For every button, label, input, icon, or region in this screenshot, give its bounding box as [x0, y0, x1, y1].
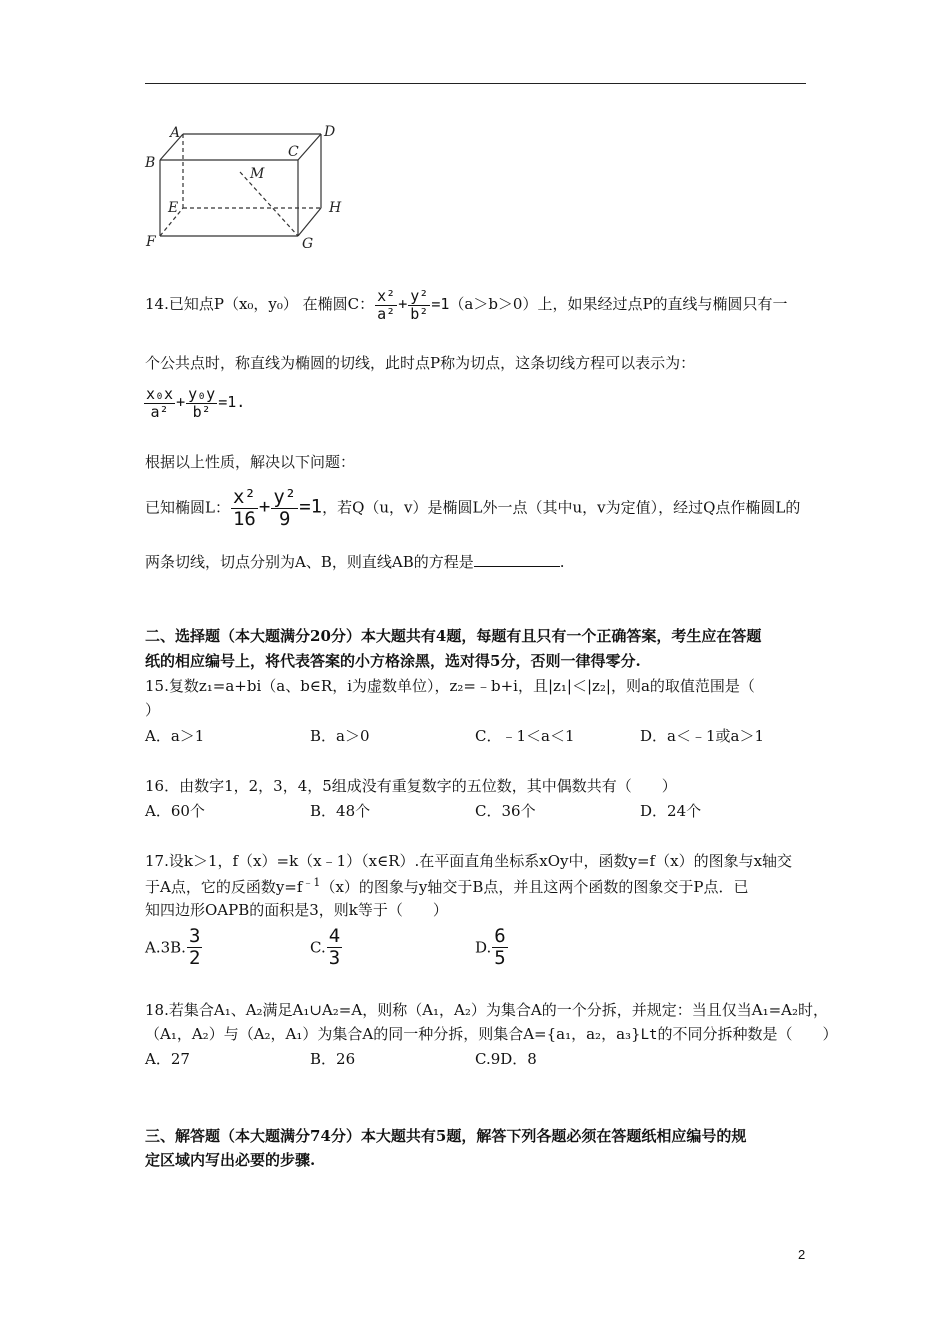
header-rule [145, 83, 806, 84]
q18-option-cd[interactable]: C.9D．8 [475, 1050, 537, 1068]
q17-option-c[interactable]: C. $\frac{4}{3}$ [310, 925, 341, 969]
q15-option-d[interactable]: D．a＜﹣1或a＞1 [640, 727, 764, 745]
q17-option-ab[interactable]: A.3B. $\frac{3}{2}$ [145, 925, 201, 969]
ellipseL-y-frac: $\frac{\text{y²}}{9}$ [273, 486, 297, 530]
answer-blank[interactable] [474, 552, 560, 567]
q16-option-b[interactable]: B．48个 [310, 802, 371, 820]
cuboid-figure [140, 120, 360, 255]
q17-frac-d: $\frac{6}{5}$ [494, 925, 506, 969]
q15-stem2: ） [145, 701, 161, 719]
q14-line1 [145, 288, 788, 322]
label-M: M [250, 166, 265, 182]
label-A: A [170, 125, 181, 141]
label-H: H [329, 200, 342, 216]
q16-option-c[interactable]: C．36个 [475, 802, 536, 820]
q15-option-a[interactable]: A．a＞1 [145, 727, 205, 745]
q14-line6: 两条切线，切点分别为A、B，则直线AB的方程是 . [145, 553, 565, 571]
q16-option-a[interactable]: A．60个 [145, 802, 205, 820]
q17-line1: 17.设k＞1，f（x）=k（x﹣1）（x∈R）.在平面直角坐标系xOy中，函数y=f（x）的图象与x轴交 [145, 852, 793, 870]
q18-line2: （A₁，A₂）与（A₂，A₁）为集合A的同一种分拆，则集合A={a₁，a₂，a₃}Lt的不同分拆种数是（ ） [145, 1025, 838, 1043]
q17-frac-c: $\frac{4}{3}$ [328, 925, 341, 969]
q15-option-b[interactable]: B．a＞0 [310, 727, 370, 745]
ellipseL-x-frac: $\frac{\text{x²}}{16}$ [232, 486, 256, 530]
label-D: D [324, 124, 336, 140]
ellipse-x-frac: $\frac{\text{x²}}{\text{a²}}$ [377, 287, 396, 323]
q18-option-a[interactable]: A．27 [145, 1050, 190, 1068]
label-B: B [145, 155, 156, 171]
tangent-frac-x: $\frac{\text{x₀x}}{\text{a²}}$ [146, 385, 174, 421]
q18-line1: 18.若集合A₁、A₂满足A₁∪A₂=A，则称（A₁，A₂）为集合A的一个分拆，并规定：当且仅当A₁=A₂时， [145, 1001, 828, 1019]
q18-option-b[interactable]: B．26 [310, 1050, 356, 1068]
q14-text-a: 14.已知点P（x₀，y₀） 在椭圆C： [145, 295, 375, 313]
tangent-frac-y: $\frac{\text{y₀y}}{\text{b²}}$ [188, 385, 216, 421]
ellipse-y-frac: $\frac{\text{y²}}{\text{b²}}$ [410, 287, 429, 323]
label-C: C [288, 144, 299, 160]
q14-line4: 根据以上性质，解决以下问题： [145, 453, 356, 471]
q14-line5: 已知椭圆L： $\frac{\text{x²}}{16}$ + $\frac{\text{y²}}{9}$ =1，若Q（u，v）是椭圆L外一点（其中u，v为定值），经过Q点作椭圆L的 [145, 486, 801, 530]
q14-line2: 个公共点时，称直线为椭圆的切线，此时点P称为切点，这条切线方程可以表示为： [145, 354, 696, 372]
q15-stem: 15.复数z₁=a+bi（a、b∈R，i为虚数单位），z₂=﹣b+i，且|z₁|＜|z₂|，则a的取值范围是（ [145, 677, 755, 695]
q15-option-c[interactable]: C．﹣1＜a＜1 [475, 727, 575, 745]
q17-frac-b: $\frac{3}{2}$ [188, 925, 201, 969]
label-G: G [302, 236, 314, 252]
q16-stem: 16．由数字1，2，3，4，5组成没有重复数字的五位数，其中偶数共有（ ） [145, 777, 677, 795]
q17-line3: 知四边形OAPB的面积是3，则k等于（ ） [145, 901, 448, 919]
plus-sign: + [398, 295, 408, 313]
section2-heading-line2: 纸的相应编号上，将代表答案的小方格涂黑，选对得5分，否则一律得零分. [145, 652, 641, 670]
tangent-formula: $\frac{\text{x₀x}}{\text{a²}}$ + $\frac{\text{y₀y}}{\text{b²}}$ =1. [146, 385, 246, 421]
label-E: E [168, 200, 179, 216]
section2-heading-line1: 二、选择题（本大题满分20分）本大题共有4题，每题有且只有一个正确答案，考生应在答题 [145, 627, 762, 645]
page-number: 2 [798, 1247, 806, 1262]
label-F: F [146, 234, 156, 250]
q17-option-d[interactable]: D. $\frac{6}{5}$ [475, 925, 506, 969]
section3-heading-line1: 三、解答题（本大题满分74分）本大题共有5题，解答下列各题必须在答题纸相应编号的规 [145, 1127, 747, 1145]
q14-text-b: （a＞b＞0）上，如果经过点P的直线与椭圆只有一 [449, 295, 788, 313]
section3-heading-line2: 定区域内写出必要的步骤. [145, 1151, 316, 1169]
q17-line2: 于A点，它的反函数$y=f^{﹣1}(x)$的图象与y轴交于B点，并且这两个函数的图象交于P点．已 [145, 876, 749, 896]
q16-option-d[interactable]: D．24个 [640, 802, 702, 820]
lt-artifact: Lt [640, 1027, 658, 1043]
eq-one: =1 [431, 295, 450, 313]
